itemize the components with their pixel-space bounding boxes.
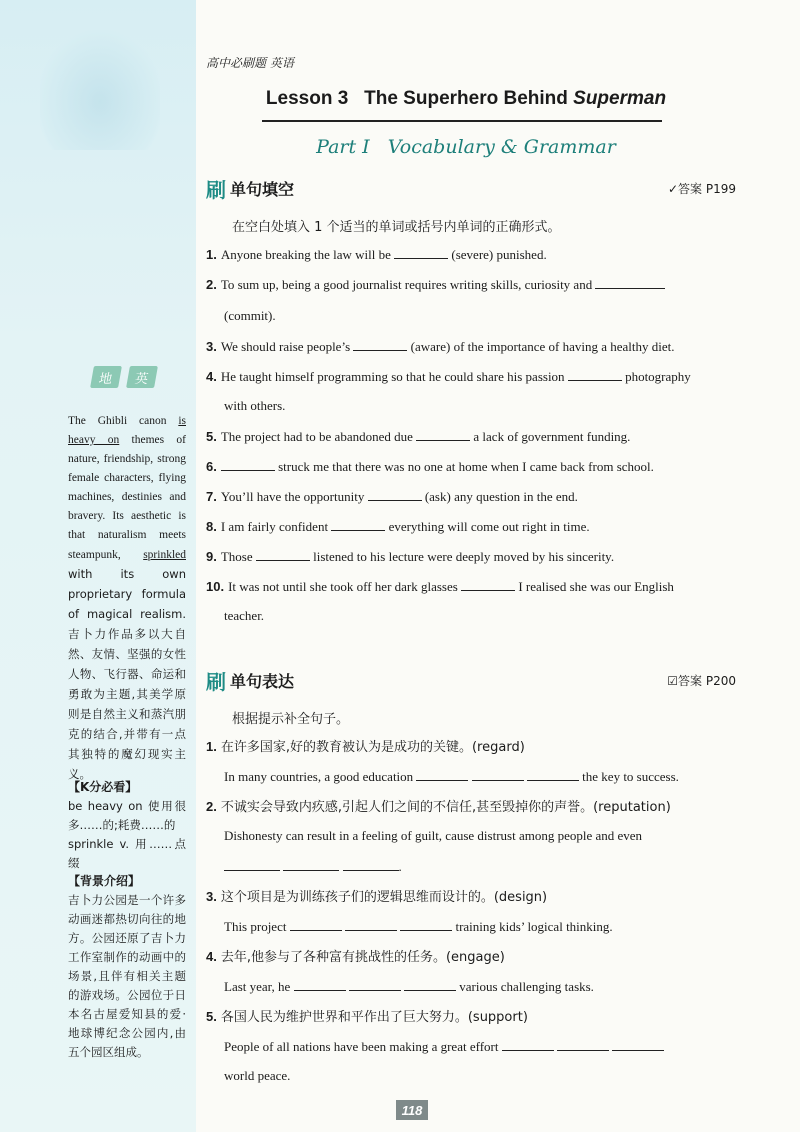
answer-blank[interactable] <box>368 488 422 501</box>
answer-blank[interactable] <box>416 428 470 441</box>
english-sentence: This project training kids’ logical thinking. <box>224 919 613 934</box>
part-heading: Part I Vocabulary & Grammar <box>316 136 616 158</box>
phrase-heavy-on: is heavy on <box>68 415 186 446</box>
question-number: 3. <box>206 339 217 354</box>
answer-blank[interactable] <box>224 858 280 871</box>
sidebar-badges <box>92 366 156 388</box>
english-sentence: In many countries, a good education the key to success. <box>224 769 679 784</box>
brush-icon: 刷 <box>206 178 226 202</box>
fill-question: 1. Anyone breaking the law will be (severe) punished. <box>206 247 547 262</box>
translation-question: 1. 在许多国家,好的教育被认为是成功的关键。(regard) <box>206 739 525 755</box>
fill-question: 2. To sum up, being a good journalist requires writing skills, curiosity and <box>206 276 736 294</box>
bg-heading: 【背景介绍】 <box>68 874 141 888</box>
question-continuation: with others. <box>224 398 286 413</box>
answer-blank[interactable] <box>353 338 407 351</box>
answer-blank[interactable] <box>294 978 346 991</box>
k-line-2: sprinkle v. 用……点缀 <box>68 837 186 870</box>
fill-question: 8. I am fairly confident everything will come out right in time. <box>206 519 590 534</box>
instruction-2: 根据提示补全句子。 <box>232 712 350 727</box>
translation-question: 2. 不诚实会导致内疚感,引起人们之间的不信任,甚至毁掉你的声誉。(reputation) <box>206 799 671 815</box>
answer-blank[interactable] <box>472 768 524 781</box>
question-number: 8. <box>206 519 217 534</box>
answer-blank[interactable] <box>416 768 468 781</box>
question-number: 7. <box>206 489 217 504</box>
answer-blank[interactable] <box>461 578 515 591</box>
fill-question: 3. We should raise people’s (aware) of the importance of having a healthy diet. <box>206 339 675 354</box>
fill-question: 10. It was not until she took off her dark glasses I realised she was our English <box>206 579 674 594</box>
question-number: 10. <box>206 579 225 594</box>
section1-heading: 刷 单句填空 <box>206 174 294 203</box>
badge-di: 地 <box>90 366 122 388</box>
header-tag: 高中必刷题 英语 <box>206 56 294 70</box>
answer-blank[interactable] <box>343 858 399 871</box>
answer-blank[interactable] <box>502 1038 554 1051</box>
answer-blank[interactable] <box>349 978 401 991</box>
question-continuation: (commit). <box>224 308 276 323</box>
lesson-title: Lesson 3 The Superhero Behind Superman <box>265 88 667 109</box>
question-number: 9. <box>206 549 217 564</box>
answer-blank[interactable] <box>283 858 339 871</box>
question-number: 6. <box>206 459 217 474</box>
word-sprinkled: sprinkled <box>143 549 186 561</box>
answer-blank[interactable] <box>557 1038 609 1051</box>
answer-blank[interactable] <box>527 768 579 781</box>
answer-blank[interactable] <box>394 246 448 259</box>
question-number: 2. <box>206 277 217 292</box>
k-line-1: be heavy on 使用很多……的;耗费……的 <box>68 799 186 832</box>
question-continuation: teacher. <box>224 608 265 623</box>
english-sentence: People of all nations have been making a great effort <box>224 1038 664 1055</box>
answer-blank[interactable] <box>331 518 385 531</box>
fill-question: 7. You’ll have the opportunity (ask) any question in the end. <box>206 489 578 504</box>
english-sentence: Dishonesty can result in a feeling of guilt, cause distrust among people and even <box>224 828 643 843</box>
instruction-1: 在空白处填入 1 个适当的单词或括号内单词的正确形式。 <box>232 220 561 235</box>
sidebar-bg-section <box>68 872 186 1062</box>
question-number: 4. <box>206 369 217 384</box>
answer-blank[interactable] <box>256 548 310 561</box>
question-continuation: world peace. <box>224 1068 291 1083</box>
answer-blank[interactable] <box>404 978 456 991</box>
sidebar <box>0 0 196 1132</box>
fill-question: 5. The project had to be abandoned due a lack of government funding. <box>206 429 631 444</box>
english-blanks: . <box>224 858 402 875</box>
fill-question: 9. Those listened to his lecture were deeply moved by his sincerity. <box>206 549 615 564</box>
answer-ref-2: ☑答案 P200 <box>667 674 736 688</box>
badge-ying: 英 <box>126 366 158 388</box>
answer-blank[interactable] <box>345 918 397 931</box>
answer-blank[interactable] <box>568 368 622 381</box>
sidebar-k-section <box>68 778 186 873</box>
k-heading: 【K分必看】 <box>68 780 138 794</box>
answer-blank[interactable] <box>612 1038 664 1051</box>
answer-blank[interactable] <box>221 458 275 471</box>
sidebar-paragraph: The Ghibli canon is heavy on themes of nature, friendship, strong female characters, flying machines, destinies and bravery. Its aesthetic is that naturalism meets steampunk, sprinkled with its own proprietary formula of magical realism. 吉卜力作品多以大自然、友情、坚强的女性人物、飞行器、命运和勇敢为主题,其美学原则是自然主义和蒸汽朋克的结合,并带有一点其独特的魔幻现实主义。 <box>68 415 187 781</box>
question-number: 1. <box>206 247 217 262</box>
section2-heading: 刷 单句表达 <box>206 666 294 695</box>
answer-blank[interactable] <box>595 276 665 289</box>
fill-question: 6. struck me that there was no one at home when I came back from school. <box>206 459 654 474</box>
translation-question: 3. 这个项目是为训练孩子们的逻辑思维而设计的。(design) <box>206 889 548 905</box>
bg-text: 吉卜力公园是一个许多动画迷都热切向往的地方。公园还原了吉卜力工作室制作的动画中的场景,且伴有相关主题的游戏场。公园位于日本名古屋爱知县的爱·地球博纪念公园内,由五个园区组成。 <box>68 893 186 1059</box>
translation-question: 5. 各国人民为维护世界和平作出了巨大努力。(support) <box>206 1009 528 1025</box>
title-rule <box>262 120 662 122</box>
question-number: 5. <box>206 429 217 444</box>
answer-blank[interactable] <box>400 918 452 931</box>
answer-ref-1: ✓答案 P199 <box>667 182 736 196</box>
english-sentence: Last year, he various challenging tasks. <box>224 979 594 994</box>
sidebar-decor-image <box>40 30 160 150</box>
answer-blank[interactable] <box>290 918 342 931</box>
brush-icon: 刷 <box>206 670 226 694</box>
page-number: 118 <box>396 1100 428 1120</box>
translation-question: 4. 去年,他参与了各种富有挑战性的任务。(engage) <box>206 949 505 965</box>
fill-question: 4. He taught himself programming so that he could share his passion photography <box>206 369 691 384</box>
